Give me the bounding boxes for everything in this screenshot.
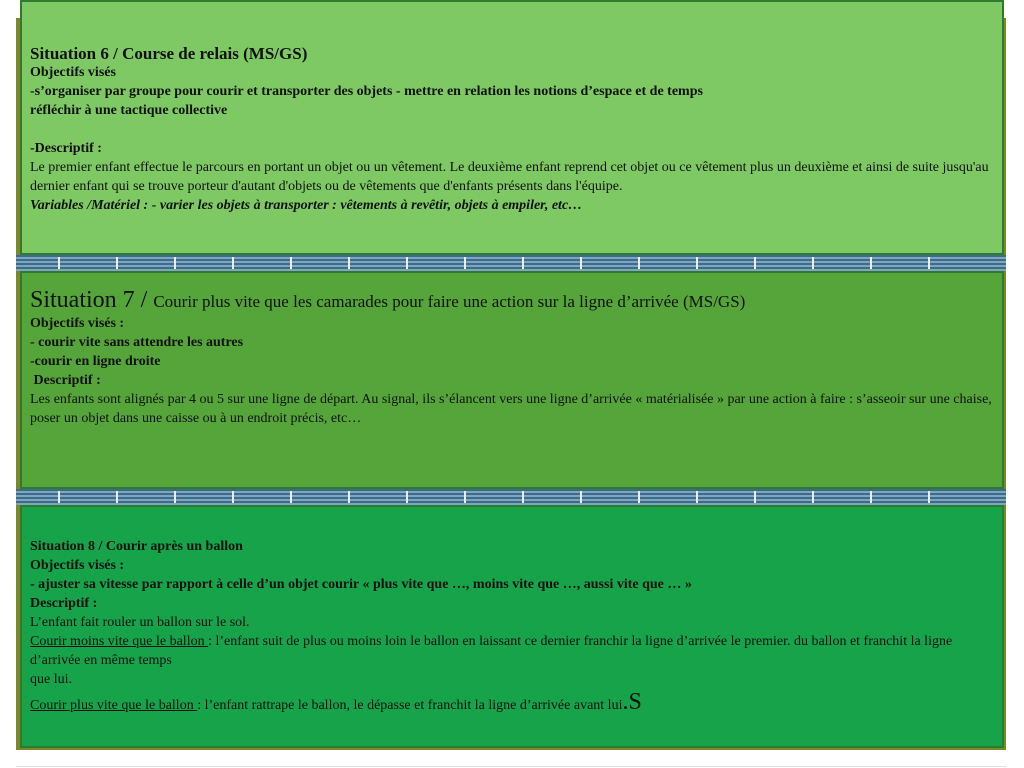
situation-7-title bbox=[30, 286, 994, 314]
situation-6-title: Situation 6 / Course de relais (MS/GS) bbox=[30, 44, 308, 63]
situation-6-panel bbox=[20, 0, 1004, 255]
situation-8-objectives-heading: Objectifs visés : bbox=[30, 558, 125, 573]
situation-8-line-1: L’enfant fait rouler un ballon sur le sol. bbox=[30, 615, 250, 630]
situation-8-objective-1: - ajuster sa vitesse par rapport à celle d’un objet courir « plus vite que …, moins vite que …, aussi vite que … » bbox=[30, 577, 692, 592]
situation-7-objective-1: - courir vite sans attendre les autres bbox=[30, 335, 244, 350]
situation-8-faster-text: : l’enfant rattrape le ballon, le dépasse et franchit la ligne d’arrivée avant lui bbox=[197, 698, 623, 713]
situation-6-descriptif-text: Le premier enfant effectue le parcours en portant un objet ou un vêtement. Le deuxième enfant reprend cet objet ou ce vêtement plus un deuxième et ainsi de suite jusqu'au dernier enfant qui se trouve porteur d'autant d'objets ou de vêtements que d'enfants présents dans l'équipe. bbox=[30, 160, 989, 194]
situation-7-title-prefix: Situation 7 / bbox=[30, 287, 154, 313]
situation-7-title-rest: Courir plus vite que les camarades pour faire une action sur la ligne d’arrivée (MS/GS) bbox=[153, 292, 746, 311]
divider-stripe-top bbox=[16, 255, 1006, 271]
bottom-divider bbox=[16, 766, 1006, 767]
situation-8-slower-label: Courir moins vite que le ballon bbox=[30, 634, 209, 649]
situation-6-objectives-heading: Objectifs visés bbox=[30, 65, 116, 80]
divider-stripe-bottom bbox=[16, 489, 1006, 505]
situation-7-descriptif-text: Les enfants sont alignés par 4 ou 5 sur une ligne de départ. Au signal, ils s’élancent vers une ligne d’arrivée « matérialisée » par une action à faire : s’asseoir sur une chaise, poser un objet dans une caisse ou à un endroit précis, etc… bbox=[30, 392, 992, 426]
situation-8-panel bbox=[20, 505, 1004, 748]
situation-8-title: Situation 8 / Courir après un ballon bbox=[30, 539, 243, 554]
situation-8-slower-tail: que lui. bbox=[30, 672, 72, 687]
situation-8-faster-tail: .S bbox=[622, 689, 642, 715]
situation-7-objective-2: -courir en ligne droite bbox=[30, 354, 161, 369]
situation-8-descriptif-heading: Descriptif : bbox=[30, 596, 98, 611]
situation-7-panel bbox=[20, 271, 1004, 489]
situation-6-variables: Variables /Matériel : - varier les objets à transporter : vêtements à revêtir, objets à empiler, etc… bbox=[30, 198, 583, 213]
situation-7-descriptif-heading: Descriptif : bbox=[30, 373, 101, 388]
situation-8-faster-paragraph bbox=[30, 689, 994, 715]
situation-6-objectives-line1: -s’organiser par groupe pour courir et transporter des objets - mettre en relation les notions d’espace et de temps bbox=[30, 84, 703, 99]
situation-8-slower-paragraph bbox=[30, 632, 994, 670]
situation-6-descriptif-heading: -Descriptif : bbox=[30, 141, 102, 156]
situation-8-slower-text: : l’enfant suit de plus ou moins loin le ballon en laissant ce dernier franchir la ligne d’arrivée le premier. du ballon et franchit la ligne d’arrivée en même temps bbox=[30, 634, 953, 668]
situation-6-objectives-line2: réfléchir à une tactique collective bbox=[30, 103, 228, 118]
situation-7-objectives-heading: Objectifs visés : bbox=[30, 316, 125, 331]
situation-8-faster-label: Courir plus vite que le ballon bbox=[30, 698, 198, 713]
